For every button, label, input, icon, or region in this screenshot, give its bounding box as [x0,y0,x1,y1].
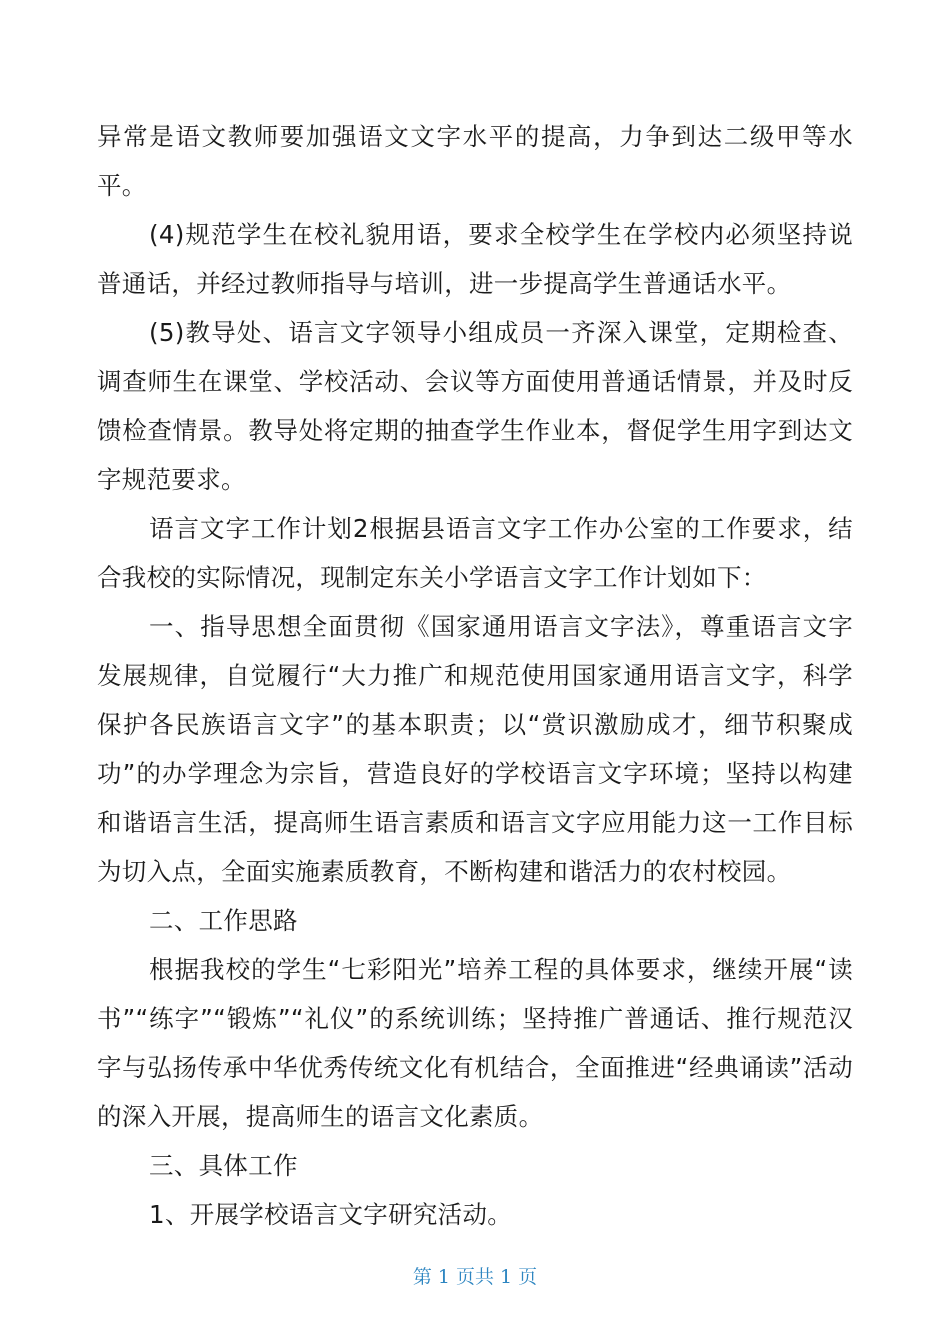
section-heading-2: 二、工作思路 [149,906,298,935]
section-heading-3: 三、具体工作 [149,1151,298,1180]
paragraph-5: 一、指导思想全面贯彻《国家通用语言文字法》，尊重语言文字发展规律，自觉履行“大力推广和规范使用国家通用语言文字，科学保护各民族语言文字”的基本职责；以“赏识激励成才，细节积聚成功”的办学理念为宗旨，营造良好的学校语言文字环境；坚持以构建和谐语言生活，提高师生语言素质和语言文字应用能力这一工作目标为切入点，全面实施素质教育，不断构建和谐活力的农村校园。 [97,612,853,886]
paragraph-7: 1、开展学校语言文字研究活动。 [149,1200,513,1229]
paragraph-3: (5)教导处、语言文字领导小组成员一齐深入课堂，定期检查、调查师生在课堂、学校活动、会议等方面使用普通话情景，并及时反馈检查情景。教导处将定期的抽查学生作业本，督促学生用字到达文字规范要求。 [97,318,853,494]
paragraph-1: 异常是语文教师要加强语文文字水平的提高，力争到达二级甲等水平。 [97,122,853,200]
paragraph-4: 语言文字工作计划2根据县语言文字工作办公室的工作要求，结合我校的实际情况，现制定东关小学语言文字工作计划如下： [97,514,853,592]
paragraph-2: (4)规范学生在校礼貌用语，要求全校学生在学校内必须坚持说普通话，并经过教师指导与培训，进一步提高学生普通话水平。 [97,220,853,298]
document-body [97,112,853,1239]
page-footer: 第 1 页共 1 页 [412,1266,538,1288]
paragraph-6: 根据我校的学生“七彩阳光”培养工程的具体要求，继续开展“读书”“练字”“锻炼”“礼仪”的系统训练；坚持推广普通话、推行规范汉字与弘扬传承中华优秀传统文化有机结合，全面推进“经典诵读”活动的深入开展，提高师生的语言文化素质。 [97,955,853,1131]
